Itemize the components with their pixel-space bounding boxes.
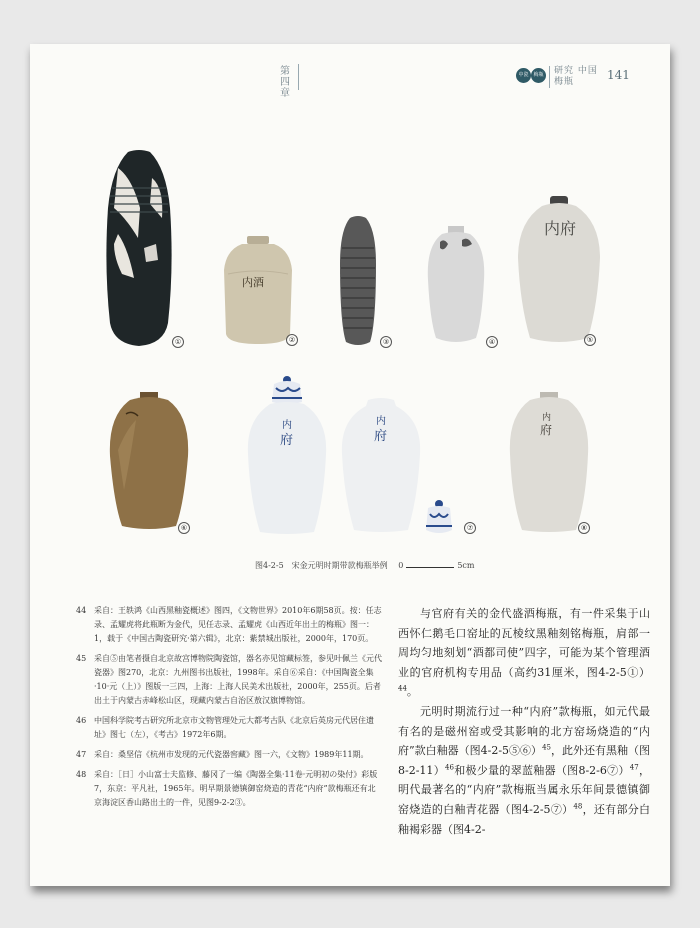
vase-8-char-1: 内 bbox=[542, 413, 552, 423]
series-logo-icon: 梅瓶 bbox=[531, 68, 546, 83]
paragraph-1 bbox=[398, 604, 650, 702]
vase-8-char-2: 府 bbox=[540, 423, 553, 437]
paragraph-2-text-d: ，明代最著名的“内府”款梅瓶当属永乐年间景德镇御窑烧造的白釉青花器（图4-2-5⑦） bbox=[398, 763, 650, 816]
footnote-ref-44: 44 bbox=[398, 684, 407, 693]
vase-7-body-neifu bbox=[336, 396, 426, 534]
book-page bbox=[30, 44, 670, 886]
footnote-text: 采自：桑坚信《杭州市发现的元代瓷器窖藏》图一六，《文物》1989年11期。 bbox=[94, 750, 369, 759]
paragraph-2-text-e: ，还有部分白釉褐彩器（图4-2- bbox=[398, 802, 651, 836]
footnote-number: 46 bbox=[76, 716, 87, 725]
footnote-number: 48 bbox=[76, 770, 87, 779]
running-title: 研究 中国梅瓶 bbox=[554, 66, 598, 87]
header-divider-right bbox=[549, 66, 550, 88]
vase-3-ribbed-grey bbox=[336, 214, 380, 348]
paragraph-2-text-b: ，此外还有黑釉（图8-2-11） bbox=[398, 744, 650, 777]
footnote bbox=[76, 652, 382, 708]
figure-caption bbox=[255, 560, 474, 571]
publisher-logo-icon: 中瓷 bbox=[516, 68, 531, 83]
footnote-ref-45: 45 bbox=[542, 743, 551, 752]
footnote-text: 采自：［日］小山富士夫监修、藤冈了一编《陶器全集·11卷·元明初の染付》彩版7，东京：平凡社，1965年。明早期景德镇御窑烧造的青花“内府”款梅瓶还有北京海淀区香山路出土的一件，见图9-2-2③。 bbox=[94, 770, 378, 807]
footnote-ref-47: 47 bbox=[629, 763, 639, 772]
footnote-ref-48: 48 bbox=[573, 802, 583, 811]
paragraph-2-text-c: 和极少量的翠蓝釉器（图8-2-6⑦） bbox=[453, 763, 630, 777]
figure-number-1: ① bbox=[172, 336, 184, 348]
vase-7b-char-2: 府 bbox=[374, 429, 388, 444]
scale-start: 0 bbox=[398, 561, 404, 570]
footnote-number: 44 bbox=[76, 606, 87, 615]
footnote-number: 47 bbox=[76, 750, 87, 759]
figure-number-2: ② bbox=[286, 334, 298, 346]
vase-2-wine-jar bbox=[218, 234, 298, 346]
footnote bbox=[76, 748, 382, 762]
paragraph-1-end: 。 bbox=[406, 685, 418, 699]
figure-number-5: ⑤ bbox=[584, 334, 596, 346]
vase-7b-char-1: 内 bbox=[376, 416, 386, 427]
scale-end: 5cm bbox=[457, 561, 475, 570]
footnote bbox=[76, 604, 382, 646]
vase-5-white-neifu bbox=[514, 194, 604, 346]
chapter-label: 第四章 bbox=[280, 66, 290, 99]
paragraph-2 bbox=[398, 702, 650, 839]
figure-number-8: ⑧ bbox=[578, 522, 590, 534]
vase-7-char-1: 内 bbox=[282, 420, 292, 431]
figure-number-4: ④ bbox=[486, 336, 498, 348]
scale-bar bbox=[406, 564, 454, 568]
paragraph-1-text: 与官府有关的金代盛酒梅瓶，有一件采集于山西怀仁鹅毛口窑址的瓦棱纹黑釉刻铭梅瓶，肩部一周均匀地刻划“酒都司使”四字，可能为某个管理酒业的官府机构专用品（高约31厘米，图4-2-5①） bbox=[398, 607, 650, 679]
body-text bbox=[398, 604, 650, 839]
vase-5-inscription: 内府 bbox=[544, 219, 577, 238]
vase-1-black-glaze bbox=[98, 148, 180, 350]
figure-caption-text: 图4-2-5 宋金元明时期带款梅瓶举例 bbox=[255, 561, 388, 570]
paragraph-2-text-a: 元明时期流行过一种“内府”款梅瓶，如元代最有名的是磁州窑或受其影响的北方窑场烧造的“内府”款白釉器（图4-2-5⑤⑥） bbox=[398, 704, 650, 758]
footnote-text: 采自：王轶鸿《山西黑釉瓷概述》图四，《文物世界》2010年6期58页。按：任志录、孟耀虎将此瓶断为金代，见任志录、孟耀虎《山西近年出土的梅瓶》图一：1，载于《中国古陶瓷研究·第六辑》，北京：紫禁城出版社，2000年，170页。 bbox=[94, 606, 382, 643]
figure-number-3: ③ bbox=[380, 336, 392, 348]
footnotes bbox=[76, 604, 382, 816]
footnote-text: 采自⑤由笔者摄自北京故宫博物院陶瓷馆，器名亦见馆藏标签，参见叶佩兰《元代瓷器》图270，北京：九州图书出版社，1998年。采自⑥采自：《中国陶瓷全集·10·元（上）》图版一三四，上海：上海人民美术出版社，2000年，255页。后者出土于内蒙古赤峰松山区，现藏内蒙古自治区敖汉旗博物馆。 bbox=[94, 654, 382, 705]
figure-number-7: ⑦ bbox=[464, 522, 476, 534]
figure-number-6: ⑥ bbox=[178, 522, 190, 534]
footnote-text: 中国科学院考古研究所北京市文物管理处元大都考古队《北京后英房元代居住遗址》图七（左），《考古》1972年6期。 bbox=[94, 716, 374, 739]
footnote-ref-46: 46 bbox=[445, 763, 454, 772]
footnote-number: 45 bbox=[76, 654, 87, 663]
vase-4-white-glaze bbox=[424, 224, 488, 346]
page-number: 141 bbox=[607, 68, 630, 82]
vase-7-lid bbox=[422, 500, 456, 538]
vase-8-white-neifu bbox=[506, 390, 592, 534]
footnote bbox=[76, 714, 382, 742]
footnote bbox=[76, 768, 382, 810]
vase-6-brown-glaze bbox=[106, 390, 192, 532]
header-divider-left bbox=[298, 64, 299, 90]
vase-7-char-2: 府 bbox=[280, 433, 294, 448]
vase-7-lidded-neifu bbox=[244, 376, 330, 536]
vase-2-inscription: 内酒 bbox=[242, 276, 264, 289]
